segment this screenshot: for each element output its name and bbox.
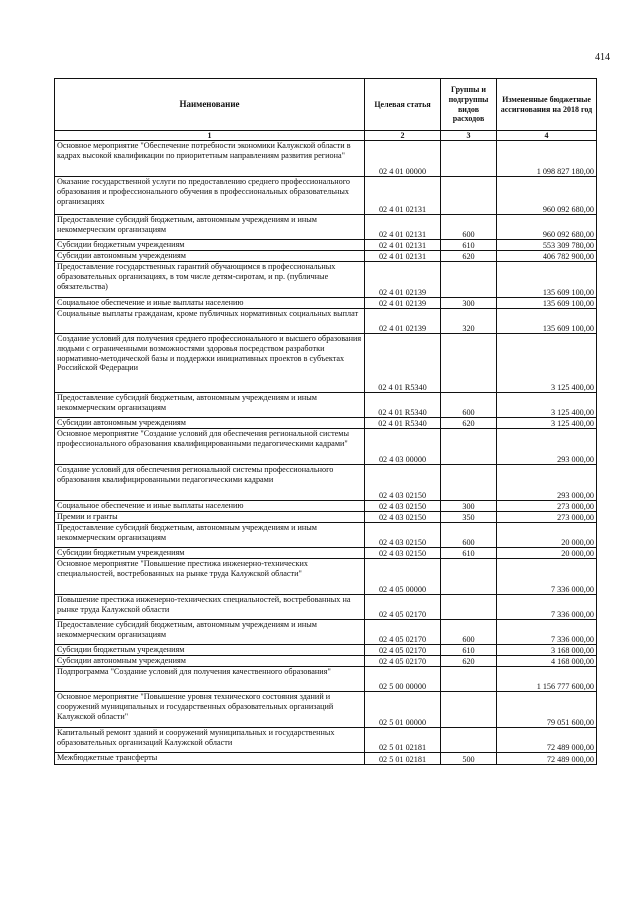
row-target-article-cell: 02 4 05 02170 bbox=[365, 595, 441, 620]
row-name-cell: Субсидии бюджетным учреждениям bbox=[55, 548, 365, 559]
table-row bbox=[55, 215, 597, 240]
row-group-cell bbox=[441, 559, 497, 595]
row-target-article-cell: 02 4 03 02150 bbox=[365, 501, 441, 512]
row-group-cell bbox=[441, 334, 497, 393]
row-amount-cell: 72 489 000,00 bbox=[497, 753, 597, 765]
table-row bbox=[55, 595, 597, 620]
row-target-article-cell: 02 4 05 00000 bbox=[365, 559, 441, 595]
row-name-cell: Повышение престижа инженерно-технических специальностей, востребованных на рынке труда Калужской области bbox=[55, 595, 365, 620]
index-cell: 1 bbox=[55, 131, 365, 141]
row-name-cell: Субсидии автономным учреждениям bbox=[55, 656, 365, 667]
row-target-article-cell: 02 4 03 02150 bbox=[365, 523, 441, 548]
table-row bbox=[55, 656, 597, 667]
row-target-article-cell: 02 4 01 02131 bbox=[365, 177, 441, 215]
row-target-article-cell: 02 4 05 02170 bbox=[365, 620, 441, 645]
table-row bbox=[55, 334, 597, 393]
row-amount-cell: 1 098 827 180,00 bbox=[497, 141, 597, 177]
row-group-cell: 610 bbox=[441, 645, 497, 656]
table-row bbox=[55, 753, 597, 765]
row-target-article-cell: 02 4 01 02139 bbox=[365, 309, 441, 334]
row-amount-cell: 273 000,00 bbox=[497, 512, 597, 523]
index-cell: 3 bbox=[441, 131, 497, 141]
row-name-cell: Социальное обеспечение и иные выплаты населению bbox=[55, 298, 365, 309]
row-name-cell: Капитальный ремонт зданий и сооружений муниципальных и государственных образовательных организаций Калужской области bbox=[55, 728, 365, 753]
row-amount-cell: 293 000,00 bbox=[497, 465, 597, 501]
row-group-cell bbox=[441, 692, 497, 728]
row-group-cell bbox=[441, 667, 497, 692]
row-amount-cell: 7 336 000,00 bbox=[497, 595, 597, 620]
table-row bbox=[55, 251, 597, 262]
row-amount-cell: 135 609 100,00 bbox=[497, 262, 597, 298]
row-target-article-cell: 02 4 01 R5340 bbox=[365, 334, 441, 393]
row-name-cell: Основное мероприятие "Повышение престижа инженерно-технических специальностей, востребованных на рынке труда Калужской области" bbox=[55, 559, 365, 595]
table-row bbox=[55, 692, 597, 728]
row-amount-cell: 79 051 600,00 bbox=[497, 692, 597, 728]
row-group-cell: 320 bbox=[441, 309, 497, 334]
row-target-article-cell: 02 4 01 02131 bbox=[365, 251, 441, 262]
row-name-cell: Основное мероприятие "Обеспечение потребности экономики Калужской области в кадрах высокой квалификации по приоритетным направлениям развития региона" bbox=[55, 141, 365, 177]
row-name-cell: Создание условий для получения среднего профессионального и высшего образования людьми с ограниченными возможностями здоровья посредством разработки нормативно-методической базы и поддержки инициативных проектов в субъектах Российской Федерации bbox=[55, 334, 365, 393]
row-name-cell: Субсидии автономным учреждениям bbox=[55, 251, 365, 262]
row-amount-cell: 1 156 777 600,00 bbox=[497, 667, 597, 692]
row-amount-cell: 20 000,00 bbox=[497, 523, 597, 548]
table-row bbox=[55, 177, 597, 215]
row-target-article-cell: 02 4 03 02150 bbox=[365, 465, 441, 501]
row-target-article-cell: 02 4 01 02131 bbox=[365, 215, 441, 240]
index-cell: 2 bbox=[365, 131, 441, 141]
row-target-article-cell: 02 5 01 00000 bbox=[365, 692, 441, 728]
table-row bbox=[55, 240, 597, 251]
table-row bbox=[55, 298, 597, 309]
row-group-cell: 600 bbox=[441, 523, 497, 548]
row-amount-cell: 20 000,00 bbox=[497, 548, 597, 559]
row-target-article-cell: 02 5 01 02181 bbox=[365, 753, 441, 765]
table-row bbox=[55, 512, 597, 523]
row-target-article-cell: 02 4 01 02139 bbox=[365, 262, 441, 298]
row-group-cell: 300 bbox=[441, 501, 497, 512]
row-amount-cell: 135 609 100,00 bbox=[497, 298, 597, 309]
row-group-cell: 300 bbox=[441, 298, 497, 309]
row-name-cell: Межбюджетные трансферты bbox=[55, 753, 365, 765]
row-name-cell: Субсидии бюджетным учреждениям bbox=[55, 240, 365, 251]
row-target-article-cell: 02 5 00 00000 bbox=[365, 667, 441, 692]
row-target-article-cell: 02 4 05 02170 bbox=[365, 645, 441, 656]
table-row bbox=[55, 667, 597, 692]
table-row bbox=[55, 620, 597, 645]
table-row bbox=[55, 645, 597, 656]
table-body bbox=[55, 141, 597, 765]
row-target-article-cell: 02 4 03 02150 bbox=[365, 548, 441, 559]
row-amount-cell: 273 000,00 bbox=[497, 501, 597, 512]
row-name-cell: Предоставление субсидий бюджетным, автономным учреждениям и иным некоммерческим организациям bbox=[55, 523, 365, 548]
row-amount-cell: 553 309 780,00 bbox=[497, 240, 597, 251]
row-group-cell: 610 bbox=[441, 240, 497, 251]
row-name-cell: Основное мероприятие "Повышение уровня технического состояния зданий и сооружений муниципальных и государственных образовательных организаций Калужской области" bbox=[55, 692, 365, 728]
row-group-cell bbox=[441, 141, 497, 177]
header-target-article: Целевая статья bbox=[365, 79, 441, 131]
table-row bbox=[55, 465, 597, 501]
row-group-cell bbox=[441, 465, 497, 501]
header-groups: Группы и подгруппы видов расходов bbox=[441, 79, 497, 131]
row-name-cell: Предоставление государственных гарантий обучающимся в профессиональных образовательных организациях, в том числе детям-сиротам, и пр. (публичные обязательства) bbox=[55, 262, 365, 298]
row-group-cell: 500 bbox=[441, 753, 497, 765]
index-cell: 4 bbox=[497, 131, 597, 141]
row-name-cell: Предоставление субсидий бюджетным, автономным учреждениям и иным некоммерческим организациям bbox=[55, 393, 365, 418]
row-name-cell: Основное мероприятие "Создание условий для обеспечения региональной системы профессионального образования квалифицированными педагогическими кадрами" bbox=[55, 429, 365, 465]
row-target-article-cell: 02 4 05 02170 bbox=[365, 656, 441, 667]
row-amount-cell: 960 092 680,00 bbox=[497, 215, 597, 240]
row-amount-cell: 406 782 900,00 bbox=[497, 251, 597, 262]
row-amount-cell: 135 609 100,00 bbox=[497, 309, 597, 334]
row-group-cell: 600 bbox=[441, 620, 497, 645]
table-row bbox=[55, 429, 597, 465]
row-group-cell bbox=[441, 262, 497, 298]
row-amount-cell: 72 489 000,00 bbox=[497, 728, 597, 753]
row-name-cell: Подпрограмма "Создание условий для получения качественного образования" bbox=[55, 667, 365, 692]
budget-table bbox=[54, 78, 597, 765]
row-group-cell bbox=[441, 728, 497, 753]
row-group-cell: 620 bbox=[441, 656, 497, 667]
row-amount-cell: 3 125 400,00 bbox=[497, 334, 597, 393]
row-name-cell: Социальные выплаты гражданам, кроме публичных нормативных социальных выплат bbox=[55, 309, 365, 334]
row-amount-cell: 7 336 000,00 bbox=[497, 620, 597, 645]
row-name-cell: Предоставление субсидий бюджетным, автономным учреждениям и иным некоммерческим организациям bbox=[55, 620, 365, 645]
table-row bbox=[55, 141, 597, 177]
row-target-article-cell: 02 4 01 00000 bbox=[365, 141, 441, 177]
header-changed-allocations: Измененные бюджетные ассигнования на 2018 год bbox=[497, 79, 597, 131]
row-amount-cell: 3 125 400,00 bbox=[497, 418, 597, 429]
table-row bbox=[55, 309, 597, 334]
row-amount-cell: 960 092 680,00 bbox=[497, 177, 597, 215]
row-target-article-cell: 02 4 03 02150 bbox=[365, 512, 441, 523]
row-target-article-cell: 02 4 03 00000 bbox=[365, 429, 441, 465]
table-row bbox=[55, 418, 597, 429]
table-row bbox=[55, 393, 597, 418]
row-group-cell: 620 bbox=[441, 251, 497, 262]
table-row bbox=[55, 523, 597, 548]
row-amount-cell: 7 336 000,00 bbox=[497, 559, 597, 595]
row-name-cell: Субсидии автономным учреждениям bbox=[55, 418, 365, 429]
row-group-cell: 600 bbox=[441, 393, 497, 418]
row-target-article-cell: 02 5 01 02181 bbox=[365, 728, 441, 753]
row-target-article-cell: 02 4 01 R5340 bbox=[365, 393, 441, 418]
row-group-cell bbox=[441, 177, 497, 215]
row-group-cell: 620 bbox=[441, 418, 497, 429]
row-name-cell: Оказание государственной услуги по предоставлению среднего профессионального образования и профессионального обучения в профессиональных образовательных организациях bbox=[55, 177, 365, 215]
row-group-cell: 600 bbox=[441, 215, 497, 240]
row-amount-cell: 293 000,00 bbox=[497, 429, 597, 465]
row-group-cell: 610 bbox=[441, 548, 497, 559]
page-number: 414 bbox=[595, 52, 610, 63]
row-group-cell bbox=[441, 595, 497, 620]
table-row bbox=[55, 262, 597, 298]
table-row bbox=[55, 559, 597, 595]
row-group-cell bbox=[441, 429, 497, 465]
row-target-article-cell: 02 4 01 02139 bbox=[365, 298, 441, 309]
row-name-cell: Субсидии бюджетным учреждениям bbox=[55, 645, 365, 656]
header-name: Наименование bbox=[55, 79, 365, 131]
table-row bbox=[55, 728, 597, 753]
row-target-article-cell: 02 4 01 R5340 bbox=[365, 418, 441, 429]
table-row bbox=[55, 548, 597, 559]
row-name-cell: Премии и гранты bbox=[55, 512, 365, 523]
row-group-cell: 350 bbox=[441, 512, 497, 523]
row-name-cell: Предоставление субсидий бюджетным, автономным учреждениям и иным некоммерческим организациям bbox=[55, 215, 365, 240]
row-name-cell: Социальное обеспечение и иные выплаты населению bbox=[55, 501, 365, 512]
table-row bbox=[55, 501, 597, 512]
row-amount-cell: 3 125 400,00 bbox=[497, 393, 597, 418]
row-target-article-cell: 02 4 01 02131 bbox=[365, 240, 441, 251]
row-amount-cell: 3 168 000,00 bbox=[497, 645, 597, 656]
row-name-cell: Создание условий для обеспечения региональной системы профессионального образования квалифицированными педагогическими кадрами bbox=[55, 465, 365, 501]
row-amount-cell: 4 168 000,00 bbox=[497, 656, 597, 667]
